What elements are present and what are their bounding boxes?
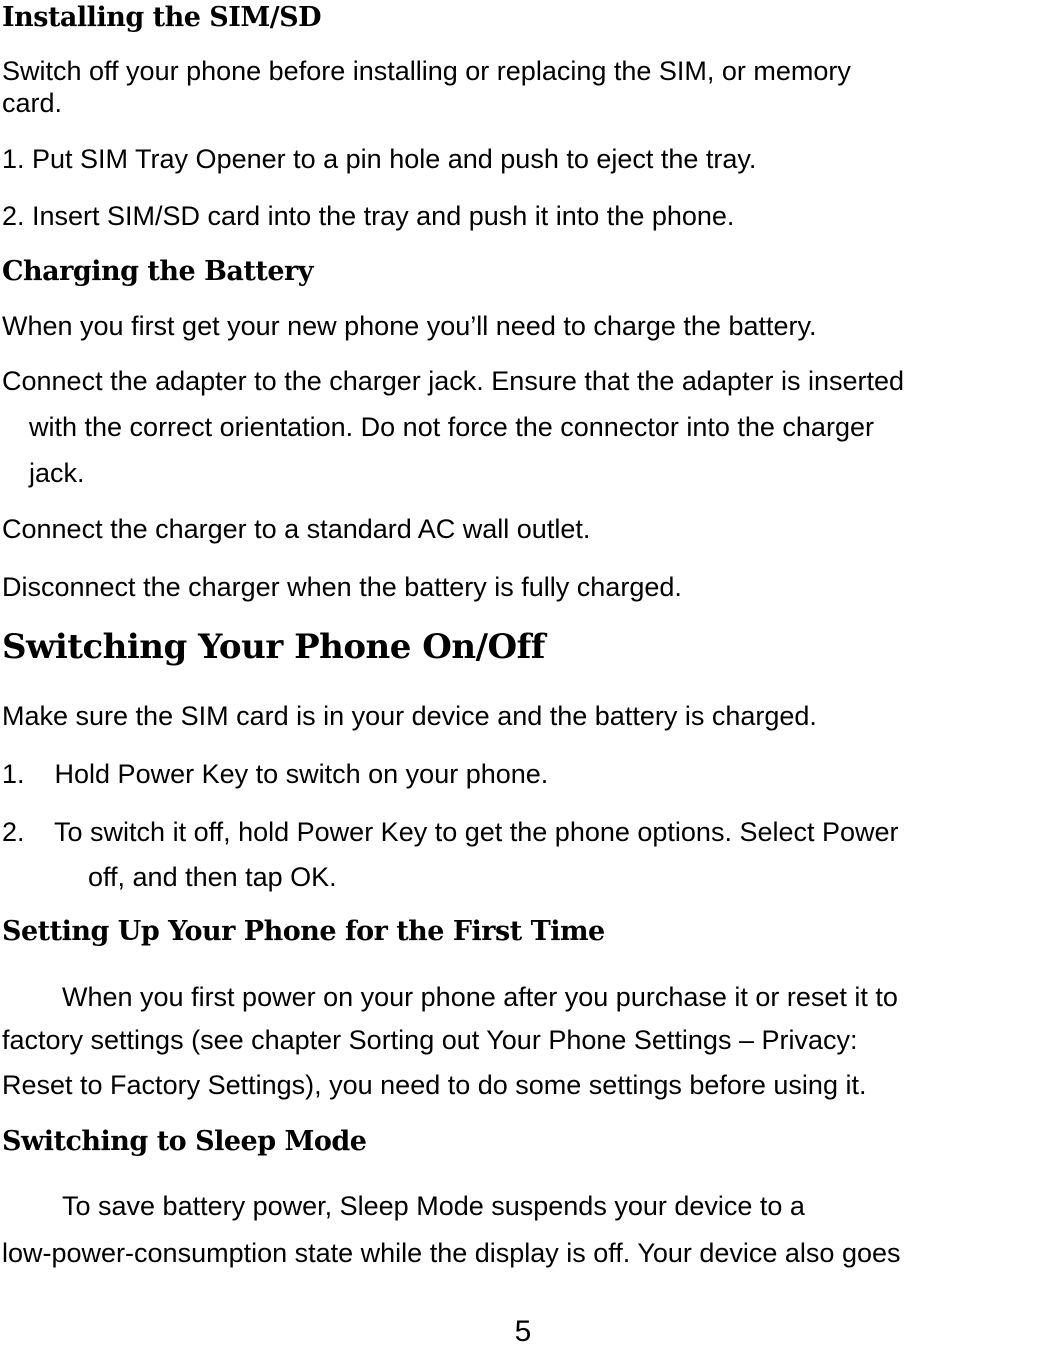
- power-item-2-line-2: off, and then tap OK.: [88, 862, 337, 892]
- setup-line-2: factory settings (see chapter Sorting out Your Phone Settings – Privacy:: [2, 1025, 858, 1055]
- sim-step-2: 2. Insert SIM/SD card into the tray and push it into the phone.: [2, 201, 735, 231]
- sim-step-1: 1. Put SIM Tray Opener to a pin hole and push to eject the tray.: [2, 144, 757, 174]
- heading-setting-up-phone: Setting Up Your Phone for the First Time: [2, 916, 605, 947]
- battery-para-2-line-2: with the correct orientation. Do not force the connector into the charger: [29, 412, 874, 442]
- setup-line-1: When you first power on your phone after you purchase it or reset it to: [62, 982, 898, 1012]
- battery-para-2-line-3: jack.: [29, 458, 85, 488]
- heading-switching-phone-on-off: Switching Your Phone On/Off: [2, 627, 545, 667]
- sleep-line-2: low-power-consumption state while the display is off. Your device also goes: [2, 1238, 901, 1268]
- sim-intro-line-1: Switch off your phone before installing or replacing the SIM, or memory: [2, 56, 851, 86]
- power-intro: Make sure the SIM card is in your device and the battery is charged.: [2, 701, 817, 731]
- heading-installing-sim-sd: Installing the SIM/SD: [2, 2, 322, 33]
- heading-charging-battery: Charging the Battery: [2, 256, 313, 287]
- sleep-line-1: To save battery power, Sleep Mode suspends your device to a: [62, 1191, 805, 1221]
- battery-para-3: Connect the charger to a standard AC wall outlet.: [2, 514, 591, 544]
- setup-line-3: Reset to Factory Settings), you need to do some settings before using it.: [2, 1070, 867, 1100]
- battery-para-1: When you first get your new phone you’ll need to charge the battery.: [2, 311, 817, 341]
- battery-para-4: Disconnect the charger when the battery is fully charged.: [2, 572, 682, 602]
- page-number: 5: [514, 1315, 532, 1348]
- power-item-2-line-1: 2. To switch it off, hold Power Key to get the phone options. Select Power: [2, 817, 899, 847]
- heading-sleep-mode: Switching to Sleep Mode: [2, 1126, 367, 1157]
- battery-para-2-line-1: Connect the adapter to the charger jack. Ensure that the adapter is inserted: [2, 366, 905, 396]
- power-item-1: 1. Hold Power Key to switch on your phone.: [2, 759, 549, 789]
- sim-intro-line-2: card.: [2, 88, 63, 118]
